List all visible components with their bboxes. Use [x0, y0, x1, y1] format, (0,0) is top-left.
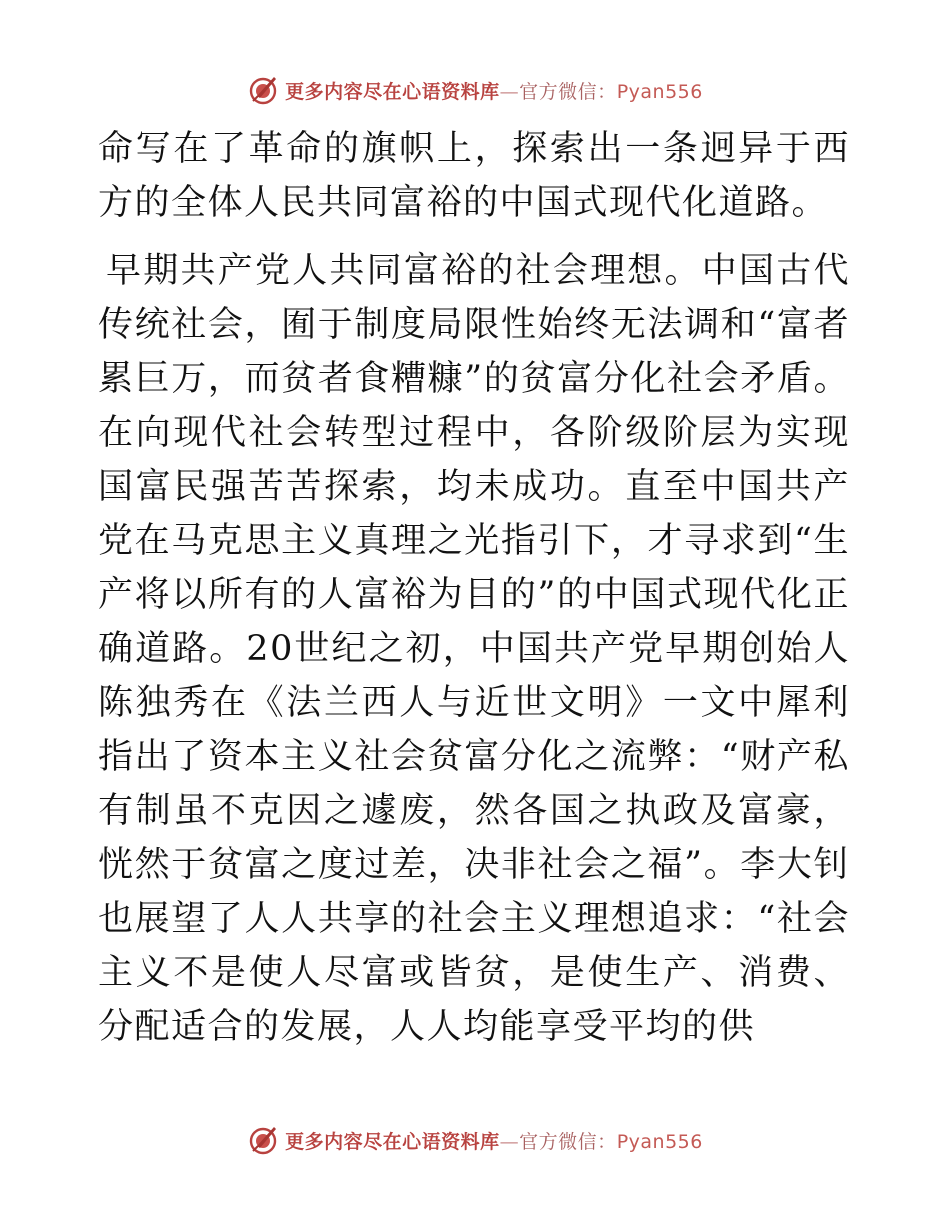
paragraph-2: 早期共产党人共同富裕的社会理想。中国古代传统社会，囿于制度局限性始终无法调和“富者累巨万，而贫者食糟糠”的贫富分化社会矛盾。在向现代社会转型过程中，各阶级阶层为实现国富民强苦苦探索，均未成功。直至中国共产党在马克思主义真理之光指引下，才寻求到“生产将以所有的人富裕为目的”的中国式现代化正确道路。20世纪之初，中国共产党早期创始人陈独秀在《法兰西人与近世文明》一文中犀利指出了资本主义社会贫富分化之流弊：“财产私有制虽不克因之遽废，然各国之执政及富豪，恍然于贫富之度过差，决非社会之福”。李大钊也展望了人人共享的社会主义理想追求：“社会主义不是使人尽富或皆贫，是使生产、消费、分配适合的发展，人人均能享受平均的供	[98, 251, 850, 1047]
header-banner-text	[285, 77, 703, 104]
paragraph-1: 命写在了革命的旗帜上，探索出一条迥异于西方的全体人民共同富裕的中国式现代化道路。	[98, 129, 850, 223]
footer-wechat-id: Pyan556	[616, 1130, 703, 1153]
footer-wechat-label: 官方微信：	[519, 1130, 617, 1153]
header-brand: 更多内容尽在心语资料库	[285, 80, 500, 103]
quill-logo-icon	[247, 74, 279, 106]
footer-dash: —	[499, 1130, 520, 1153]
footer-watermark	[0, 1120, 950, 1160]
document-body	[98, 122, 850, 1054]
footer-brand: 更多内容尽在心语资料库	[285, 1130, 500, 1153]
header-wechat-label: 官方微信：	[519, 80, 617, 103]
header-wechat-id: Pyan556	[616, 80, 703, 103]
footer-banner-text	[285, 1127, 703, 1154]
header-dash: —	[499, 80, 520, 103]
quill-logo-icon	[247, 1124, 279, 1156]
header-watermark	[0, 70, 950, 110]
